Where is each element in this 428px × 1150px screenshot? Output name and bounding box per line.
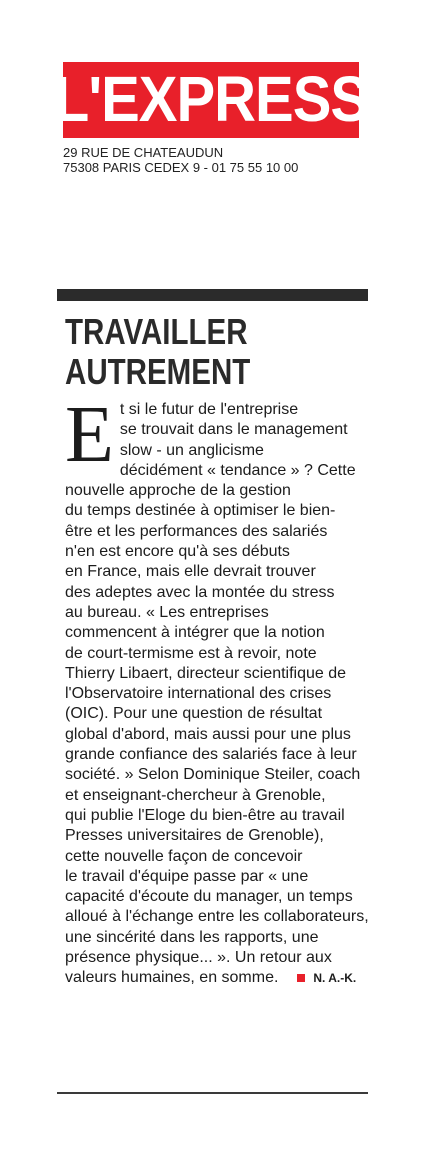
- article-line: décidément « tendance » ? Cette: [119, 461, 356, 479]
- lexpress-logo: [53, 62, 369, 138]
- author-signature: N. A.-K.: [313, 971, 357, 986]
- article-line: grande confiance des salariés face à leur: [65, 746, 357, 764]
- article-line: des adeptes avec la montée du stress: [65, 583, 335, 601]
- publisher-address: [63, 145, 298, 175]
- logo-text: L'EXPRESS: [53, 63, 369, 136]
- article-line: t si le futur de l'entreprise: [119, 401, 299, 418]
- article-line: et enseignant-chercheur à Grenoble,: [65, 786, 326, 804]
- article-line: en France, mais elle devrait trouver: [65, 563, 316, 581]
- article-line: alloué à l'échange entre les collaborateurs,: [65, 908, 369, 926]
- headline-line-1: TRAVAILLER: [65, 311, 248, 352]
- article-body: [65, 391, 369, 989]
- article-line: au bureau. « Les entreprises: [65, 603, 269, 621]
- article-line: nouvelle approche de la gestion: [65, 482, 291, 500]
- article-line: commencent à intégrer que la notion: [65, 624, 325, 642]
- article-line: le travail d'équipe passe par « une: [65, 867, 309, 885]
- article-line: de court-termisme est à revoir, note: [65, 644, 317, 662]
- article-line: Presses universitaires de Grenoble),: [65, 827, 324, 845]
- article-line: Thierry Libaert, directeur scientifique de: [65, 664, 347, 682]
- article-line: être et les performances des salariés: [65, 522, 328, 540]
- headline: [65, 312, 250, 392]
- bottom-divider: [57, 1092, 368, 1094]
- article-last-line: [65, 968, 365, 988]
- article-line: une sincérité dans les rapports, une: [65, 928, 319, 946]
- article-line: capacité d'écoute du manager, un temps: [65, 888, 353, 906]
- article-line: l'Observatoire international des crises: [65, 685, 332, 703]
- article-line: société. » Selon Dominique Steiler, coach: [65, 766, 361, 784]
- address-line-1: 29 RUE DE CHATEAUDUN: [63, 145, 224, 160]
- drop-cap: E: [65, 391, 114, 479]
- article-line: du temps destinée à optimiser le bien-: [65, 502, 336, 520]
- article-line: valeurs humaines, en somme.: [65, 969, 279, 987]
- headline-line-2: AUTREMENT: [65, 351, 251, 392]
- top-divider: [57, 289, 368, 301]
- article-line: n'en est encore qu'à ses débuts: [65, 543, 290, 561]
- address-line-2: 75308 PARIS CEDEX 9 - 01 75 55 10 00: [63, 160, 299, 175]
- red-square-icon: [297, 974, 305, 982]
- article-line: se trouvait dans le management: [119, 421, 348, 439]
- article-line: global d'abord, mais aussi pour une plus: [65, 725, 351, 743]
- article-line: slow - un anglicisme: [119, 441, 264, 459]
- article-line: qui publie l'Eloge du bien-être au travail: [65, 806, 345, 824]
- article-line: cette nouvelle façon de concevoir: [65, 847, 303, 865]
- article-line: présence physique... ». Un retour aux: [65, 949, 332, 967]
- article-line: (OIC). Pour une question de résultat: [65, 705, 323, 723]
